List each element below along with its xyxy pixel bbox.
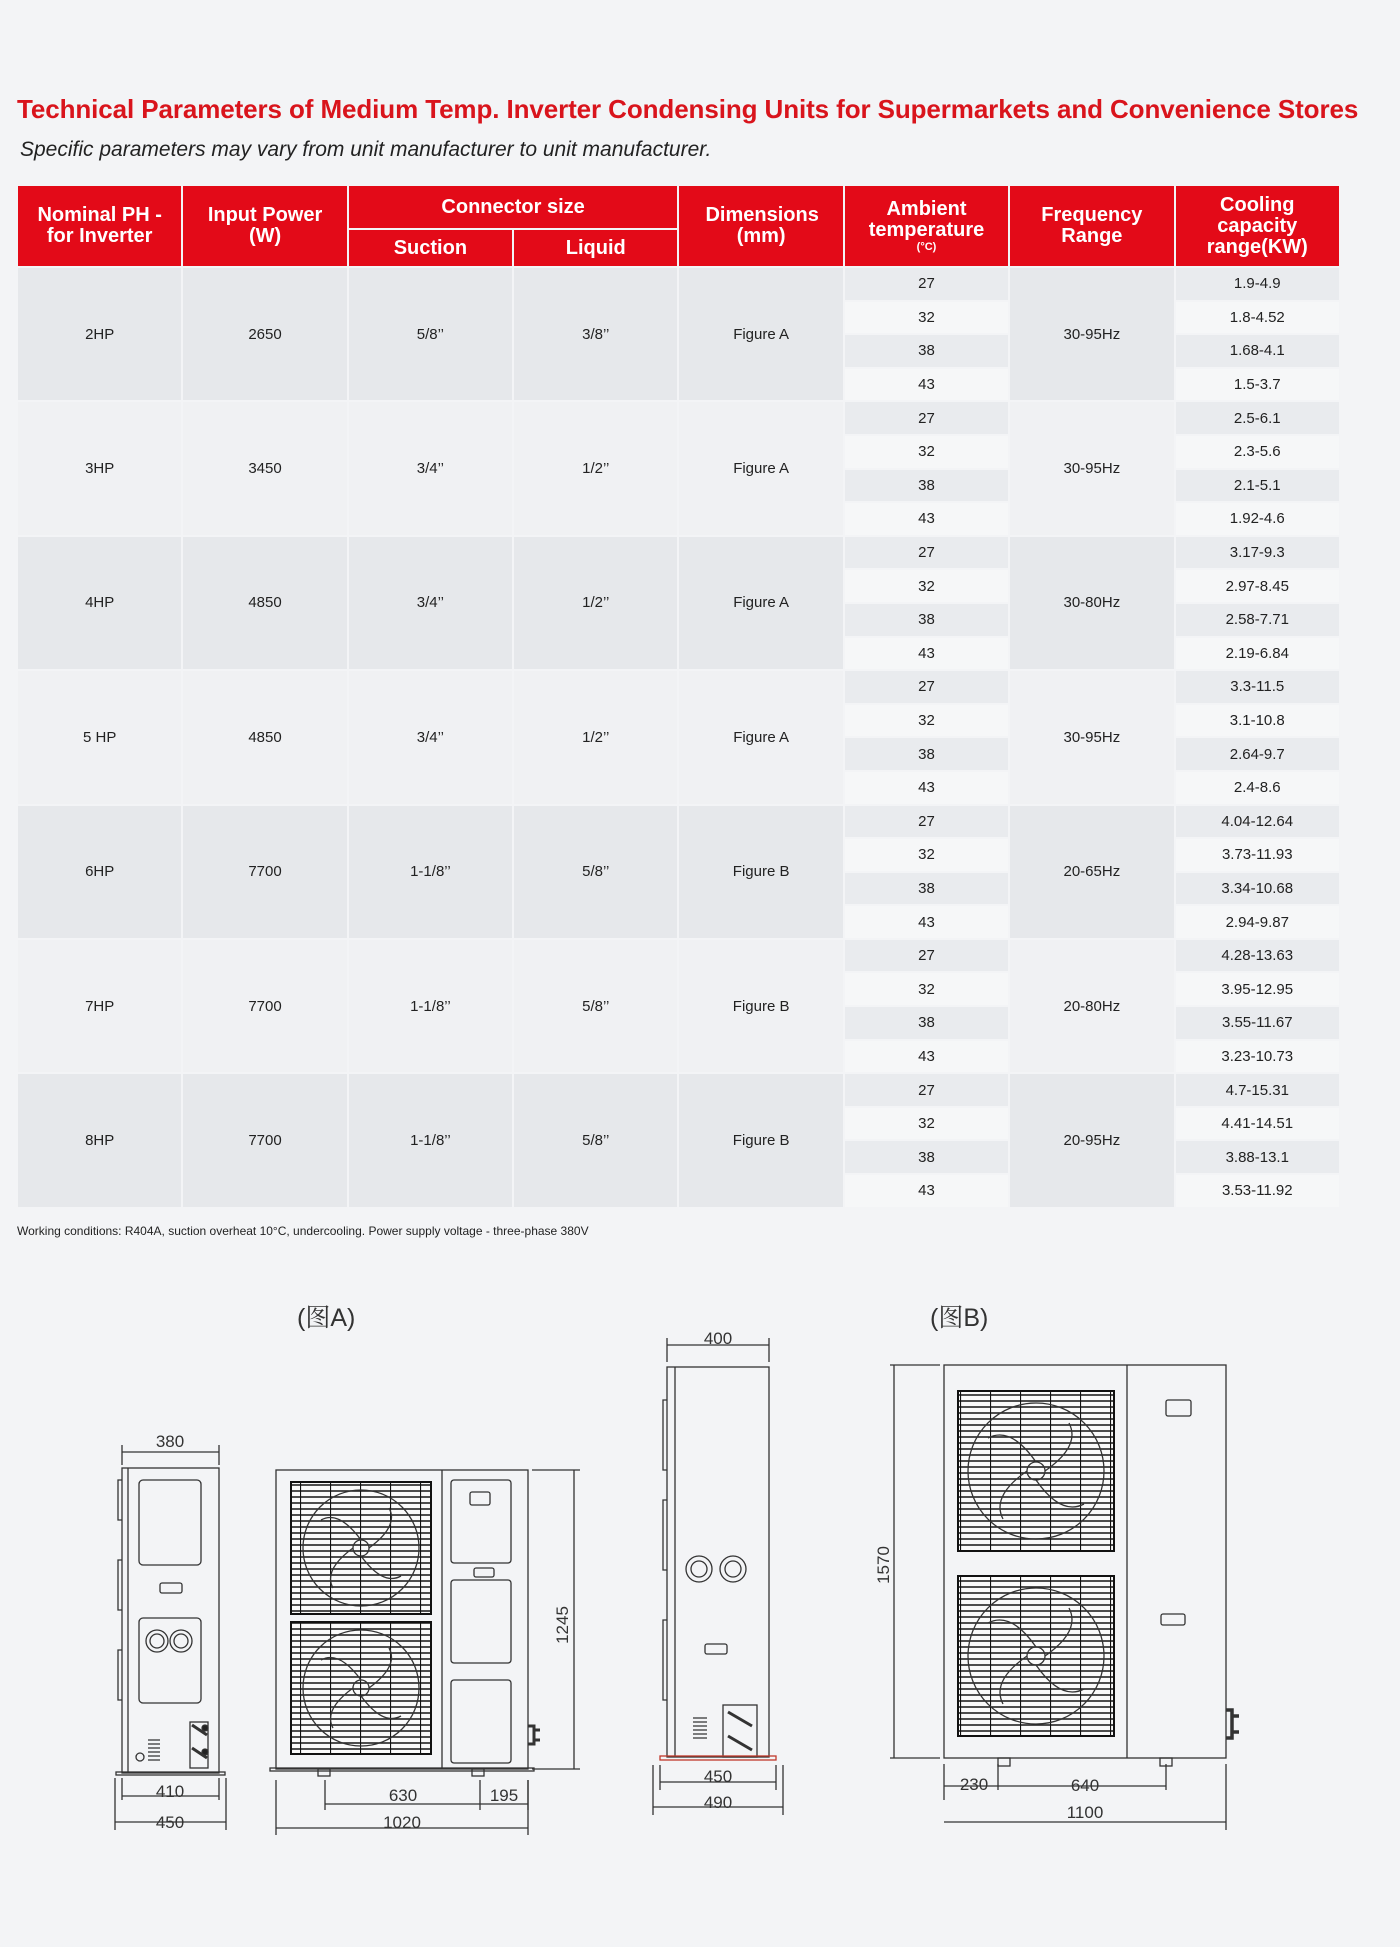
- cell-ambient-temp: 32: [845, 705, 1008, 737]
- cell-ambient-temp: 38: [845, 1141, 1008, 1173]
- cell-cooling-capacity: 1.5-3.7: [1176, 369, 1339, 401]
- cell-ambient-temp: 32: [845, 570, 1008, 602]
- fig-b-front-overall: 1100: [1066, 1803, 1104, 1822]
- cell-liquid: 5/8’’: [514, 940, 677, 1072]
- cell-cooling-capacity: 1.68-4.1: [1176, 335, 1339, 367]
- cell-ambient-temp: 38: [845, 470, 1008, 502]
- figure-b-side-view: [660, 1367, 776, 1760]
- cell-input-power: 2650: [183, 268, 346, 400]
- cell-cooling-capacity: 2.5-6.1: [1176, 402, 1339, 434]
- cell-input-power: 7700: [183, 806, 346, 938]
- cell-ambient-temp: 27: [845, 268, 1008, 300]
- page-subtitle: Specific parameters may vary from unit manufacturer to unit manufacturer.: [20, 138, 712, 161]
- fig-a-front-overall: 1020: [383, 1813, 421, 1832]
- cell-frequency: 20-95Hz: [1010, 1074, 1173, 1206]
- cell-cooling-capacity: 1.92-4.6: [1176, 503, 1339, 535]
- fig-a-side-overall: 450: [155, 1813, 185, 1832]
- figure-b-front-view: [944, 1365, 1239, 1766]
- cell-cooling-capacity: 2.58-7.71: [1176, 604, 1339, 636]
- header-dimensions: Dimensions (mm): [679, 186, 842, 266]
- cell-dimensions: Figure B: [679, 940, 842, 1072]
- cell-nominal-hp: 2HP: [18, 268, 181, 400]
- fig-a-side-base: 410: [155, 1782, 185, 1801]
- cell-suction: 3/4’’: [349, 671, 512, 803]
- cell-frequency: 30-95Hz: [1010, 671, 1173, 803]
- working-conditions-note: Working conditions: R404A, suction overheat 10°C, undercooling. Power supply voltage - three-phase 380V: [17, 1224, 589, 1238]
- figure-b-label: (图B): [930, 1304, 989, 1332]
- cell-suction: 5/8’’: [349, 268, 512, 400]
- cell-cooling-capacity: 2.94-9.87: [1176, 906, 1339, 938]
- cell-ambient-temp: 27: [845, 940, 1008, 972]
- figure-a-side-view: [116, 1468, 225, 1775]
- cell-ambient-temp: 32: [845, 302, 1008, 334]
- cell-liquid: 1/2’’: [514, 402, 677, 534]
- header-ambient-label: Ambient temperature: [868, 197, 985, 241]
- cell-cooling-capacity: 3.73-11.93: [1176, 839, 1339, 871]
- cell-ambient-temp: 32: [845, 436, 1008, 468]
- cell-input-power: 4850: [183, 537, 346, 669]
- cell-suction: 1-1/8’’: [349, 1074, 512, 1206]
- cell-frequency: 30-95Hz: [1010, 268, 1173, 400]
- cell-ambient-temp: 27: [845, 537, 1008, 569]
- header-frequency: Frequency Range: [1010, 186, 1173, 266]
- figure-a-label: (图A): [297, 1304, 356, 1332]
- cell-ambient-temp: 43: [845, 1041, 1008, 1073]
- cell-cooling-capacity: 4.41-14.51: [1176, 1108, 1339, 1140]
- cell-nominal-hp: 5 HP: [18, 671, 181, 803]
- cell-dimensions: Figure B: [679, 806, 842, 938]
- fig-b-side-overall: 490: [703, 1793, 733, 1812]
- cell-ambient-temp: 43: [845, 503, 1008, 535]
- cell-ambient-temp: 27: [845, 671, 1008, 703]
- cell-frequency: 20-80Hz: [1010, 940, 1173, 1072]
- cell-dimensions: Figure A: [679, 268, 842, 400]
- cell-cooling-capacity: 2.1-5.1: [1176, 470, 1339, 502]
- cell-input-power: 7700: [183, 940, 346, 1072]
- cell-input-power: 3450: [183, 402, 346, 534]
- cell-cooling-capacity: 3.95-12.95: [1176, 973, 1339, 1005]
- cell-cooling-capacity: 2.19-6.84: [1176, 638, 1339, 670]
- cell-ambient-temp: 27: [845, 806, 1008, 838]
- cell-cooling-capacity: 3.88-13.1: [1176, 1141, 1339, 1173]
- header-input-power: Input Power (W): [183, 186, 346, 266]
- cell-cooling-capacity: 4.7-15.31: [1176, 1074, 1339, 1106]
- cell-cooling-capacity: 2.97-8.45: [1176, 570, 1339, 602]
- cell-ambient-temp: 27: [845, 1074, 1008, 1106]
- cell-liquid: 1/2’’: [514, 671, 677, 803]
- cell-cooling-capacity: 3.17-9.3: [1176, 537, 1339, 569]
- cell-nominal-hp: 8HP: [18, 1074, 181, 1206]
- cell-suction: 1-1/8’’: [349, 940, 512, 1072]
- cell-ambient-temp: 43: [845, 638, 1008, 670]
- cell-ambient-temp: 38: [845, 604, 1008, 636]
- cell-cooling-capacity: 2.4-8.6: [1176, 772, 1339, 804]
- cell-dimensions: Figure A: [679, 671, 842, 803]
- cell-nominal-hp: 7HP: [18, 940, 181, 1072]
- cell-ambient-temp: 32: [845, 973, 1008, 1005]
- cell-liquid: 5/8’’: [514, 1074, 677, 1206]
- cell-ambient-temp: 43: [845, 1175, 1008, 1207]
- fig-b-side-width: 400: [703, 1329, 733, 1348]
- cell-liquid: 5/8’’: [514, 806, 677, 938]
- cell-dimensions: Figure A: [679, 402, 842, 534]
- cell-frequency: 20-65Hz: [1010, 806, 1173, 938]
- cell-frequency: 30-95Hz: [1010, 402, 1173, 534]
- cell-ambient-temp: 27: [845, 402, 1008, 434]
- fig-b-front-left: 230: [959, 1775, 989, 1794]
- cell-cooling-capacity: 3.23-10.73: [1176, 1041, 1339, 1073]
- fig-a-side-width: 380: [155, 1432, 185, 1451]
- fig-a-front-height: 1245: [553, 1606, 572, 1644]
- cell-cooling-capacity: 2.3-5.6: [1176, 436, 1339, 468]
- cell-suction: 1-1/8’’: [349, 806, 512, 938]
- cell-ambient-temp: 38: [845, 738, 1008, 770]
- cell-cooling-capacity: 3.55-11.67: [1176, 1007, 1339, 1039]
- cell-ambient-temp: 43: [845, 906, 1008, 938]
- fig-b-side-base: 450: [703, 1767, 733, 1786]
- cell-nominal-hp: 3HP: [18, 402, 181, 534]
- cell-ambient-temp: 32: [845, 839, 1008, 871]
- header-suction: Suction: [349, 230, 512, 266]
- cell-liquid: 3/8’’: [514, 268, 677, 400]
- cell-cooling-capacity: 2.64-9.7: [1176, 738, 1339, 770]
- cell-cooling-capacity: 3.53-11.92: [1176, 1175, 1339, 1207]
- cell-cooling-capacity: 3.34-10.68: [1176, 873, 1339, 905]
- cell-liquid: 1/2’’: [514, 537, 677, 669]
- figure-a-front-view: [270, 1470, 540, 1776]
- cell-suction: 3/4’’: [349, 537, 512, 669]
- cell-ambient-temp: 43: [845, 772, 1008, 804]
- cell-nominal-hp: 4HP: [18, 537, 181, 669]
- cell-input-power: 7700: [183, 1074, 346, 1206]
- fig-a-front-right: 195: [489, 1786, 519, 1805]
- cell-input-power: 4850: [183, 671, 346, 803]
- header-cooling: Cooling capacity range(KW): [1176, 186, 1339, 266]
- cell-ambient-temp: 32: [845, 1108, 1008, 1140]
- cell-dimensions: Figure B: [679, 1074, 842, 1206]
- cell-cooling-capacity: 1.9-4.9: [1176, 268, 1339, 300]
- cell-ambient-temp: 38: [845, 335, 1008, 367]
- page-title: Technical Parameters of Medium Temp. Inverter Condensing Units for Supermarkets and Convenience Stores: [17, 94, 1359, 124]
- cell-cooling-capacity: 4.28-13.63: [1176, 940, 1339, 972]
- header-connector-size: Connector size: [349, 186, 678, 228]
- cell-ambient-temp: 38: [845, 1007, 1008, 1039]
- header-ambient-unit: (°C): [916, 240, 937, 253]
- fig-a-front-inner: 630: [388, 1786, 418, 1805]
- cell-cooling-capacity: 3.3-11.5: [1176, 671, 1339, 703]
- fig-b-front-height: 1570: [874, 1546, 893, 1584]
- header-liquid: Liquid: [514, 230, 677, 266]
- cell-cooling-capacity: 1.8-4.52: [1176, 302, 1339, 334]
- cell-frequency: 30-80Hz: [1010, 537, 1173, 669]
- cell-suction: 3/4’’: [349, 402, 512, 534]
- cell-ambient-temp: 38: [845, 873, 1008, 905]
- cell-cooling-capacity: 3.1-10.8: [1176, 705, 1339, 737]
- cell-nominal-hp: 6HP: [18, 806, 181, 938]
- header-nominal: Nominal PH -for Inverter: [18, 186, 181, 266]
- cell-ambient-temp: 43: [845, 369, 1008, 401]
- cell-cooling-capacity: 4.04-12.64: [1176, 806, 1339, 838]
- cell-dimensions: Figure A: [679, 537, 842, 669]
- fig-b-front-inner: 640: [1070, 1776, 1100, 1795]
